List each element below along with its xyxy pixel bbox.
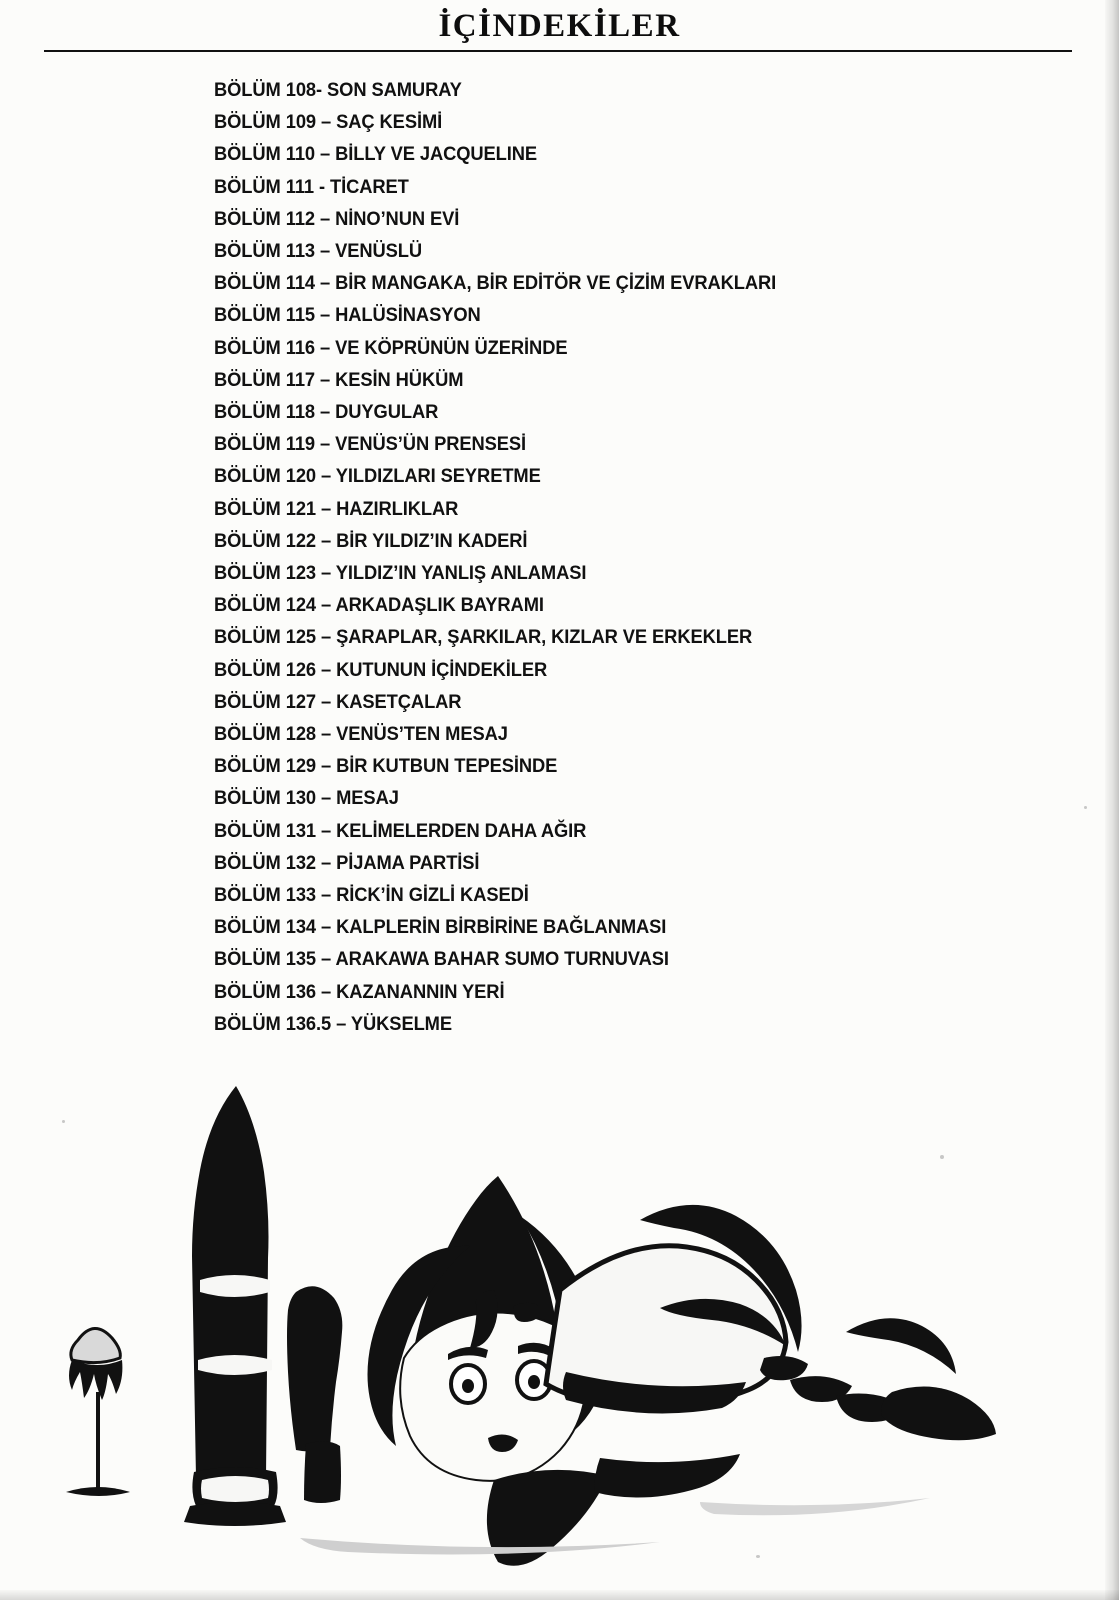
list-item: BÖLÜM 116 – VE KÖPRÜNÜN ÜZERİNDE (214, 336, 568, 359)
list-item: BÖLÜM 132 – PİJAMA PARTİSİ (214, 851, 480, 874)
scan-speck (940, 1155, 944, 1159)
list-item: BÖLÜM 113 – VENÜSLÜ (214, 240, 423, 263)
list-item: BÖLÜM 108- SON SAMURAY (214, 79, 462, 101)
list-item: BÖLÜM 133 – RİCK’İN GİZLİ KASEDİ (214, 884, 529, 907)
page-edge-right (1105, 0, 1119, 1600)
list-item: BÖLÜM 115 – HALÜSİNASYON (214, 304, 481, 327)
list-item: BÖLÜM 122 – BİR YILDIZ’IN KADERİ (214, 529, 528, 552)
list-item: BÖLÜM 120 – YILDIZLARI SEYRETME (214, 465, 541, 488)
title-divider (44, 50, 1072, 52)
rocket-model-icon (184, 1086, 286, 1526)
list-item: BÖLÜM 136 – KAZANANNIN YERİ (214, 980, 505, 1003)
small-figure-icon (287, 1286, 342, 1503)
list-item: BÖLÜM 131 – KELİMELERDEN DAHA AĞIR (214, 819, 587, 842)
lamp-icon (66, 1328, 130, 1496)
table-of-contents (214, 74, 914, 1040)
list-item: BÖLÜM 125 – ŞARAPLAR, ŞARKILAR, KIZLAR VE ERKEKLER (214, 626, 753, 649)
list-item: BÖLÜM 123 – YILDIZ’IN YANLIŞ ANLAMASI (214, 562, 587, 585)
list-item: BÖLÜM 121 – HAZIRLIKLAR (214, 497, 459, 520)
page-title: İÇİNDEKİLER (438, 8, 681, 44)
list-item: BÖLÜM 126 – KUTUNUN İÇİNDEKİLER (214, 658, 548, 681)
chapter-illustration (0, 1040, 1119, 1600)
lying-character (300, 1176, 996, 1566)
list-item: BÖLÜM 117 – KESİN HÜKÜM (214, 368, 464, 391)
scan-speck (62, 1120, 65, 1123)
list-item: BÖLÜM 128 – VENÜS’TEN MESAJ (214, 723, 508, 746)
list-item: BÖLÜM 114 – BİR MANGAKA, BİR EDİTÖR VE ÇİZİM EVRAKLARI (214, 272, 777, 295)
list-item: BÖLÜM 110 – BİLLY VE JACQUELINE (214, 143, 538, 166)
list-item: BÖLÜM 109 – SAÇ KESİMİ (214, 111, 443, 134)
page-edge-bottom (0, 1590, 1119, 1600)
list-item: BÖLÜM 124 – ARKADAŞLIK BAYRAMI (214, 594, 544, 617)
list-item: BÖLÜM 135 – ARAKAWA BAHAR SUMO TURNUVASI (214, 948, 669, 971)
list-item: BÖLÜM 111 - TİCARET (214, 175, 409, 198)
list-item: BÖLÜM 119 – VENÜS’ÜN PRENSESİ (214, 433, 527, 456)
list-item: BÖLÜM 127 – KASETÇALAR (214, 690, 462, 713)
scan-speck (1084, 806, 1087, 809)
scan-speck (756, 1555, 760, 1558)
list-item: BÖLÜM 134 – KALPLERİN BİRBİRİNE BAĞLANMASI (214, 916, 667, 939)
list-item: BÖLÜM 130 – MESAJ (214, 787, 399, 810)
list-item: BÖLÜM 129 – BİR KUTBUN TEPESİNDE (214, 755, 558, 778)
list-item: BÖLÜM 112 – NİNO’NUN EVİ (214, 207, 460, 230)
list-item: BÖLÜM 118 – DUYGULAR (214, 401, 439, 424)
list-item: BÖLÜM 136.5 – YÜKSELME (214, 1012, 452, 1035)
